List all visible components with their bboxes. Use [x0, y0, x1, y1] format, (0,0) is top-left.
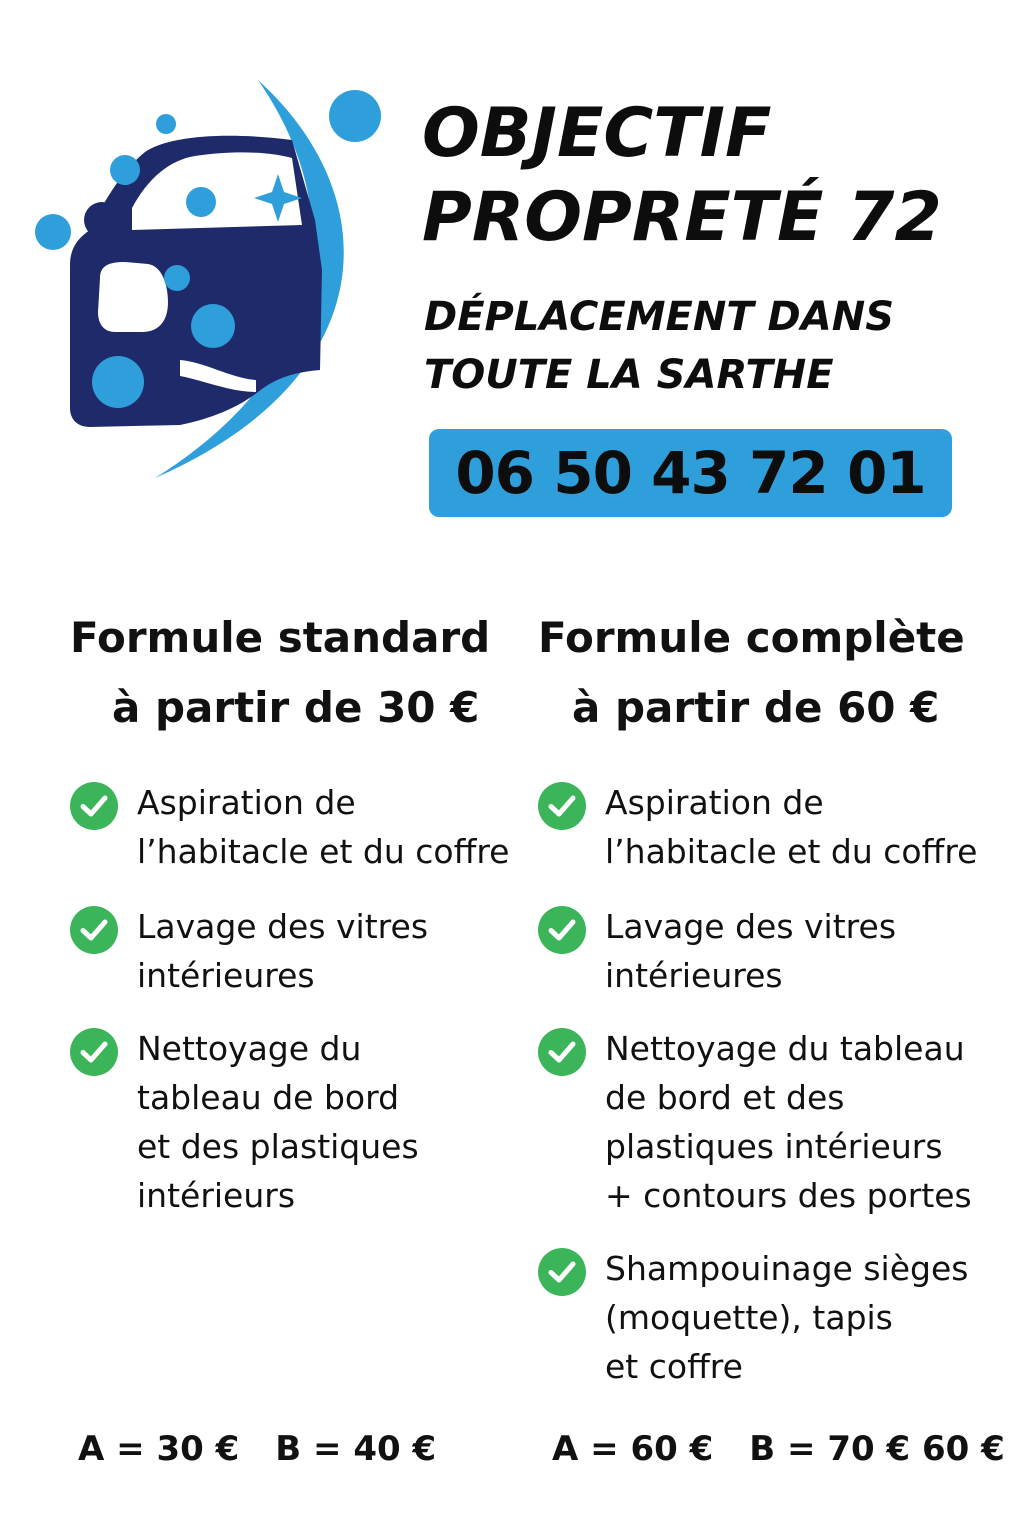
feature-item	[70, 778, 509, 876]
formula-price: à partir de 30 €	[112, 683, 480, 732]
feature-text: Lavage des vitres intérieures	[605, 907, 897, 995]
check-circle-icon	[70, 782, 118, 830]
feature-text: Nettoyage du tableau de bord et des plastiques intérieurs + contours des portes	[605, 1029, 972, 1215]
price-a: A = 30 €	[78, 1429, 240, 1469]
feature-item	[70, 902, 428, 1000]
feature-item	[538, 1024, 972, 1220]
brand-title	[422, 92, 942, 260]
formula-complete	[538, 608, 998, 1386]
formula-title: Formule standard	[70, 613, 491, 662]
feature-text: Lavage des vitres intérieures	[137, 907, 429, 995]
price-b: B = 70 € 60 €	[749, 1429, 1005, 1469]
check-circle-icon	[538, 782, 586, 830]
check-circle-icon	[538, 1028, 586, 1076]
check-circle-icon	[70, 1028, 118, 1076]
brand-subtitle	[424, 288, 894, 404]
feature-item	[538, 1244, 968, 1391]
brand-title-line-2: PROPRETÉ 72	[422, 178, 942, 257]
feature-item	[70, 1024, 419, 1220]
brand-title-line-1: OBJECTIF	[422, 94, 772, 173]
price-b: B = 40 €	[275, 1429, 437, 1469]
phone-number[interactable]: 06 50 43 72 01	[455, 439, 926, 507]
car-wash-bubbles-icon	[30, 80, 390, 490]
feature-text: Aspiration de l’habitacle et du coffre	[605, 783, 978, 871]
brand-subtitle-line-2: TOUTE LA SARTHE	[424, 352, 834, 398]
formula-price: à partir de 60 €	[572, 683, 940, 732]
price-row-standard	[78, 1424, 436, 1474]
check-circle-icon	[538, 1248, 586, 1296]
check-circle-icon	[538, 906, 586, 954]
feature-item	[538, 902, 896, 1000]
feature-text: Nettoyage du tableau de bord et des plastiques intérieurs	[137, 1029, 419, 1215]
brand-subtitle-line-1: DÉPLACEMENT DANS	[424, 294, 894, 340]
formula-standard	[70, 608, 530, 1215]
price-a: A = 60 €	[552, 1429, 714, 1469]
price-row-complete	[552, 1424, 1005, 1474]
check-circle-icon	[70, 906, 118, 954]
phone-banner	[429, 429, 952, 517]
feature-text: Shampouinage sièges (moquette), tapis et coffre	[605, 1249, 969, 1386]
feature-text: Aspiration de l’habitacle et du coffre	[137, 783, 510, 871]
feature-item	[538, 778, 977, 876]
formula-title: Formule complète	[538, 613, 965, 662]
brand-logo	[30, 80, 390, 490]
